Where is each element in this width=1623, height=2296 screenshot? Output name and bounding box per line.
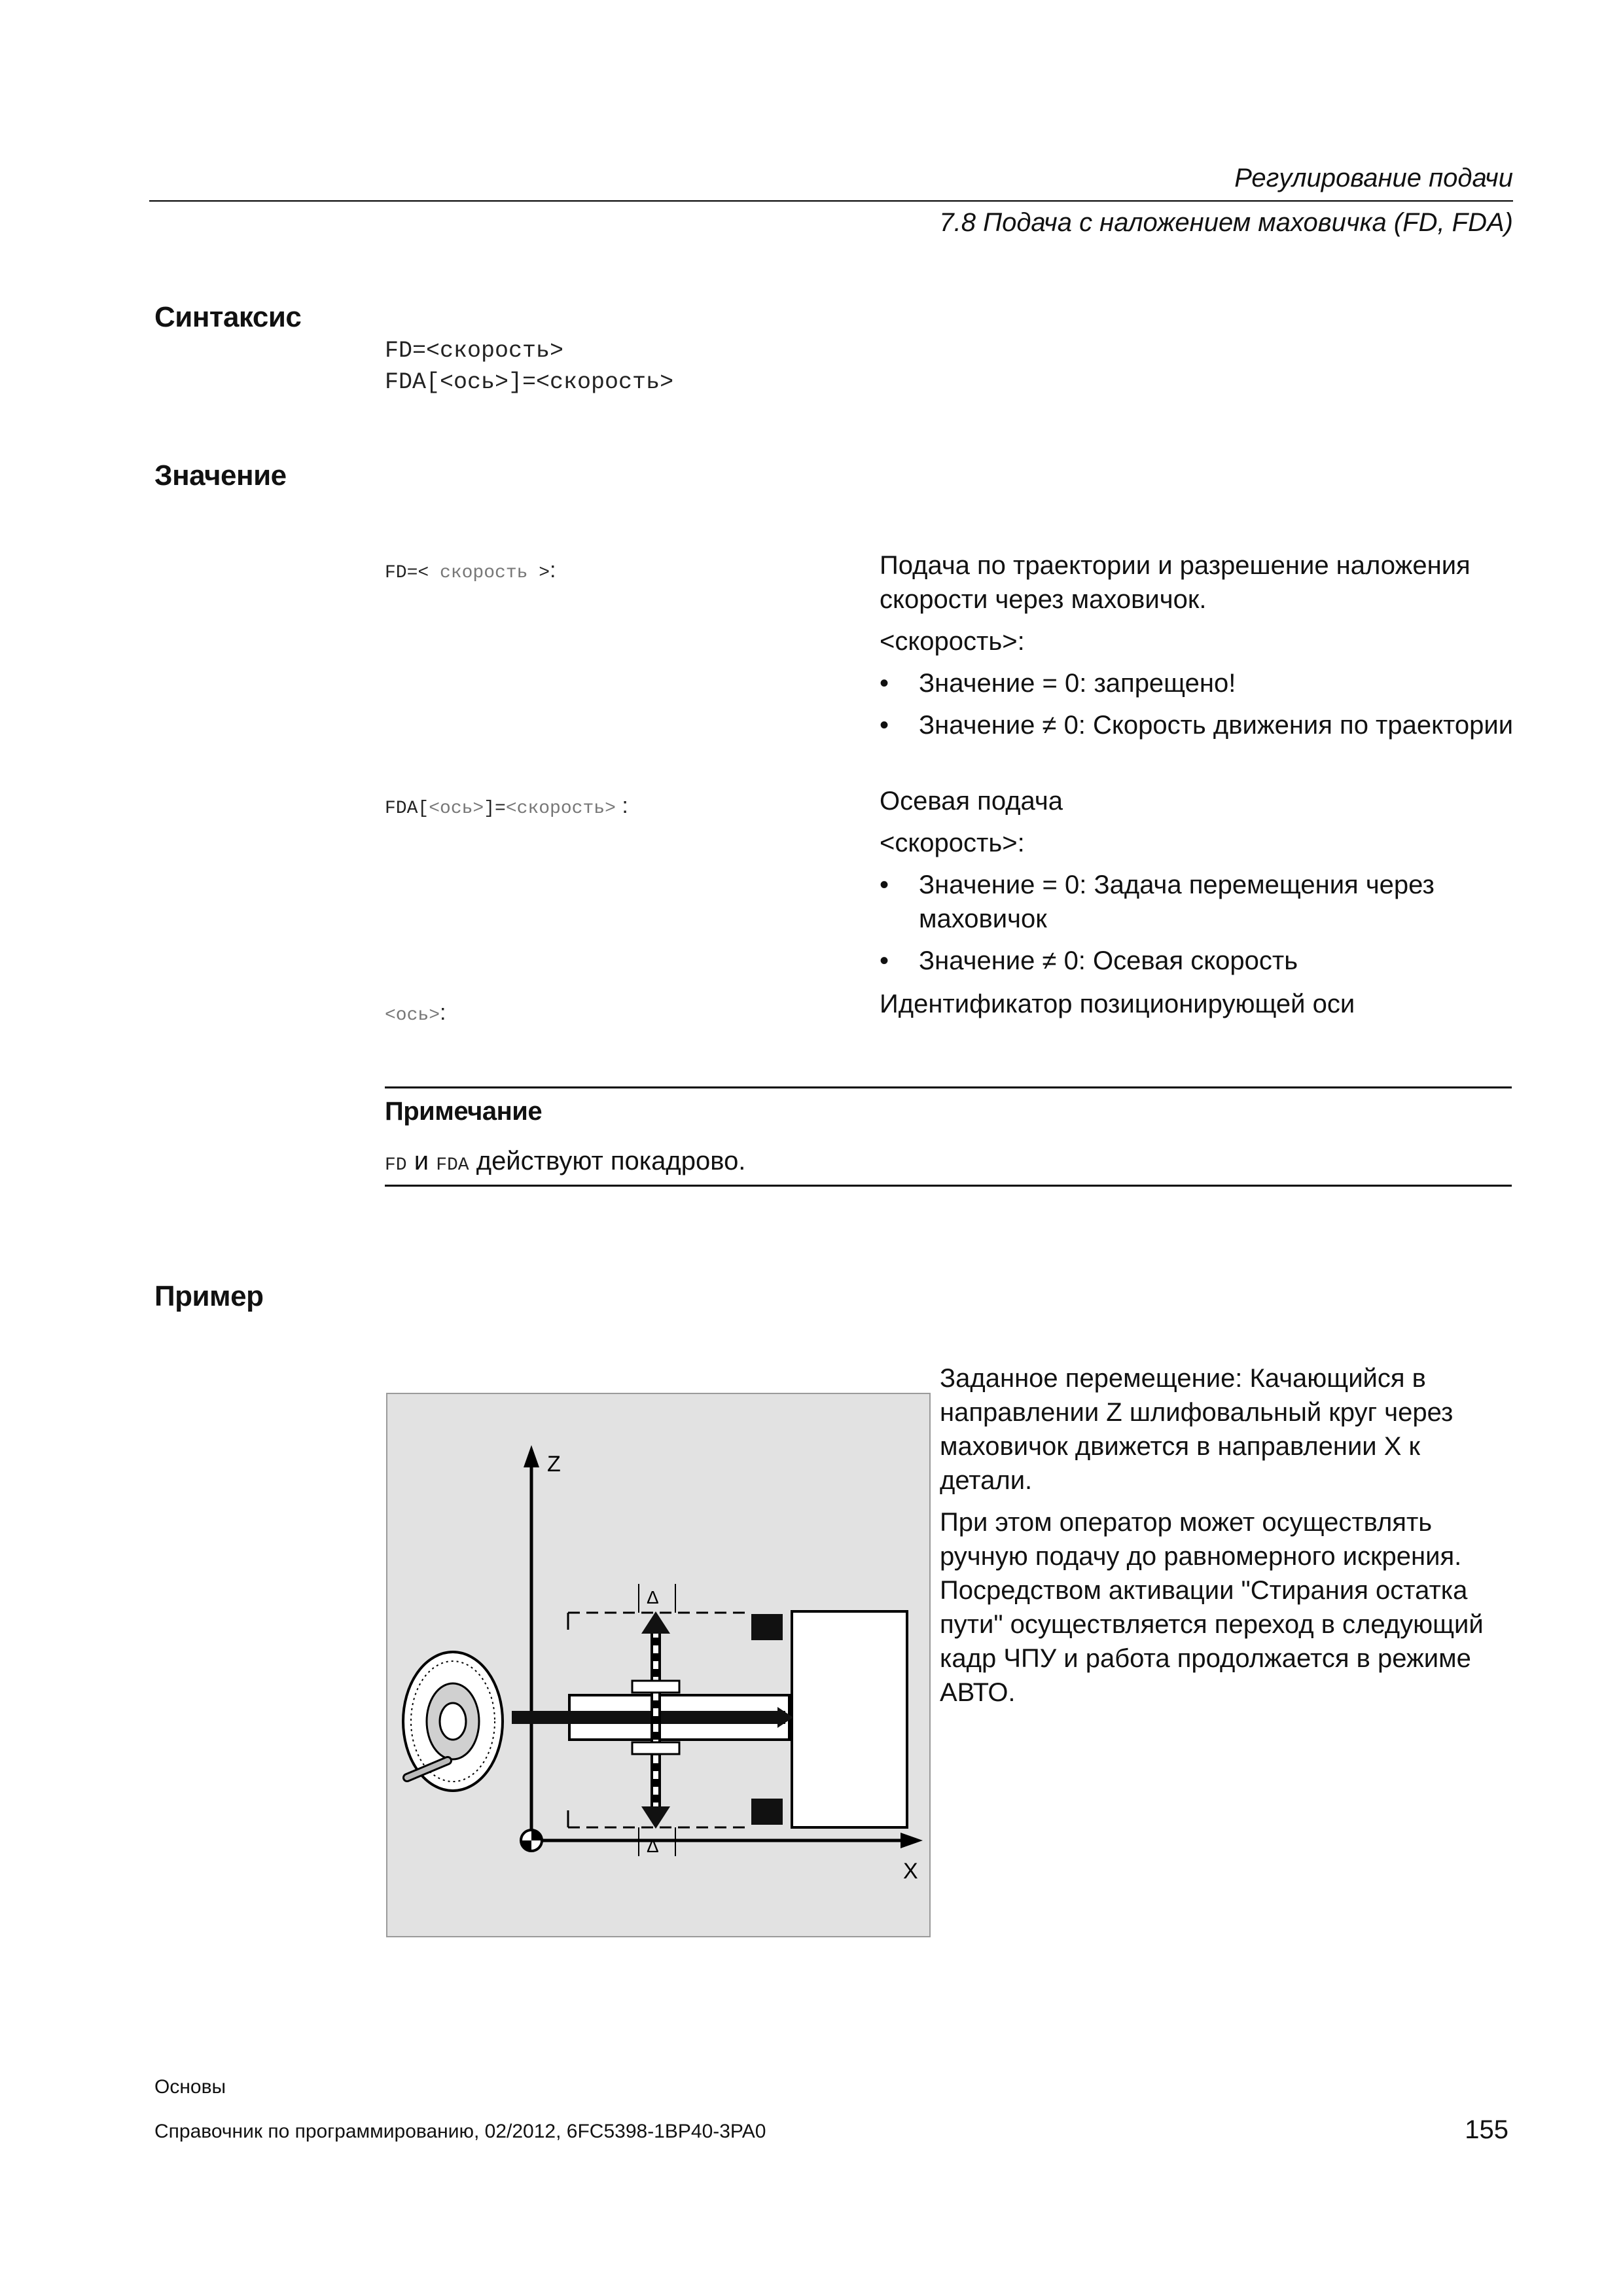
desc-text: Осевая подача (880, 787, 1063, 816)
origin-quadrant (531, 1830, 542, 1840)
syntax-line-fd: FD=<скорость> (385, 338, 564, 364)
list-item: • Значение = 0: Задача перемещения через маховичок (880, 868, 1521, 936)
z-axis-arrow (524, 1445, 539, 1467)
wheel-flange-bottom (632, 1742, 679, 1754)
param-term-fda (385, 793, 628, 819)
diagram-svg (387, 1394, 932, 1939)
term-colon: : (440, 1000, 446, 1025)
term-placeholder: <ось> (429, 798, 484, 819)
note-bottom-rule (385, 1185, 1512, 1187)
list-item: • Значение = 0: запрещено! (880, 666, 1521, 700)
param-desc-fda (880, 784, 1521, 978)
param-desc-fd (880, 548, 1521, 742)
list-item: • Значение ≠ 0: Осевая скорость (880, 944, 1521, 978)
note-top-rule (385, 1086, 1512, 1088)
origin-quadrant (521, 1840, 531, 1851)
term-colon: : (622, 793, 628, 818)
term-placeholder: <скорость> (505, 798, 616, 819)
term-prefix: FDA[ (385, 798, 429, 819)
syntax-line-fda: FDA[<ось>]=<скорость> (385, 369, 674, 395)
page-number: 155 (1465, 2115, 1508, 2144)
example-para-2: При этом оператор может осуществлять ручную подачу до равномерного искрения. Посредством активации "Стирания остатка пути" осуществляется переход в следующий кадр ЧПУ и работа продолжается в режиме АВТО. (940, 1508, 1484, 1707)
x-axis-arrow (901, 1833, 923, 1848)
spindle-shaft (512, 1711, 785, 1724)
term-placeholder: <ось> (385, 1005, 440, 1026)
note-text: действуют покадрово. (469, 1147, 746, 1175)
footer-reference: Справочник по программированию, 02/2012, 6FC5398-1BP40-3PA0 (154, 2121, 766, 2142)
note-body (385, 1147, 745, 1176)
wheel-flange-top (632, 1681, 679, 1693)
desc-bullets (880, 666, 1521, 742)
note-title: Примечание (385, 1097, 543, 1126)
desc-bullets (880, 868, 1521, 978)
param-term-axis (385, 1000, 446, 1026)
meaning-heading: Значение (154, 459, 287, 492)
footer-book: Основы (154, 2076, 226, 2098)
term-suffix: > (527, 563, 550, 583)
note-code-fda: FDA (436, 1155, 469, 1175)
desc-text: Подача по траектории и разрешение наложения скорости через маховичок. (880, 551, 1471, 614)
example-description (940, 1361, 1516, 1710)
running-header-chapter: Регулирование подачи (1234, 164, 1513, 192)
oscillation-arrow-down-icon (641, 1806, 670, 1829)
stop-block-top (751, 1614, 783, 1640)
param-desc-axis: Идентификатор позиционирующей оси (880, 990, 1355, 1018)
term-mid: ]= (484, 798, 506, 819)
dim-label-top: Δ (647, 1587, 659, 1607)
z-axis-label: Z (547, 1452, 561, 1477)
desc-param: <скорость>: (880, 829, 1025, 857)
term-placeholder: скорость (440, 563, 528, 583)
example-heading: Пример (154, 1280, 264, 1312)
oscillation-arrow-up-icon (641, 1611, 670, 1634)
dim-label-bottom: Δ (647, 1836, 659, 1856)
desc-param: <скорость>: (880, 627, 1025, 656)
term-prefix: FD=< (385, 563, 440, 583)
note-and: и (406, 1147, 437, 1175)
param-term-fd (385, 558, 556, 583)
term-colon: : (550, 558, 556, 583)
note-code-fd: FD (385, 1155, 407, 1175)
stop-block-bottom (751, 1799, 783, 1825)
workpiece (792, 1611, 907, 1827)
running-header-section: 7.8 Подача с наложением маховичка (FD, FDA) (939, 208, 1513, 237)
list-item: • Значение ≠ 0: Скорость движения по траектории (880, 708, 1521, 742)
syntax-heading: Синтаксис (154, 301, 302, 333)
example-para-1: Заданное перемещение: Качающийся в направлении Z шлифовальный круг через маховичок движется в направлении X к детали. (940, 1364, 1454, 1495)
handwheel-icon (403, 1652, 503, 1791)
x-axis-label: X (903, 1859, 918, 1884)
header-divider (149, 200, 1513, 202)
grinding-wheel-diagram (386, 1393, 931, 1937)
